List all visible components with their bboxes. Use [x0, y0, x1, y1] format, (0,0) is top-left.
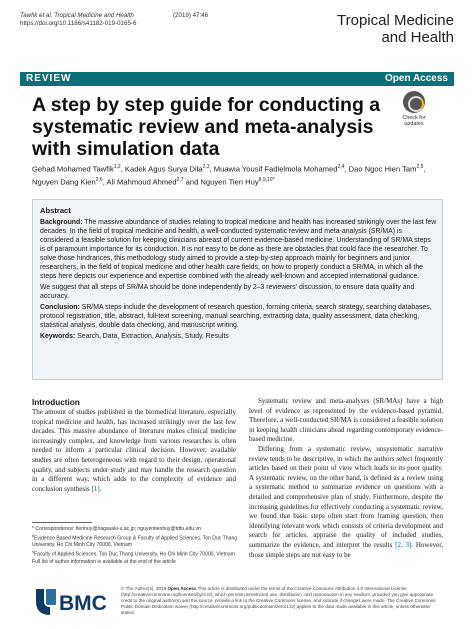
- introduction-section: [32, 397, 236, 494]
- open-access-label: Open Access: [385, 73, 448, 84]
- article-type-banner: [20, 72, 454, 86]
- journal-short-citation: Tawfik et al. Tropical Medicine and Health: [20, 12, 134, 19]
- author-list: Gehad Mohamed Tawfik$^{1,2}$, Kadek Agus Surya Dila$^{2,3}$, Muawia Yousif Fadlelmola Mohamed$^{2,4}$, Dao Ngoc Hien Tam$^{2,5}$, Nguyen Dang Kien$^{2,6}$, Ali Mahmoud Ahmed$^{2,7}$ and Nguyen Tien Huy$^{8,9,10*}$: [32, 164, 426, 187]
- citation-link[interactable]: [1]: [91, 484, 100, 493]
- affiliation-8: $^8$Evidence Based Medicine Research Group & Faculty of Applied Sciences, Ton Duc Thang University, Ho Chi Minh City 70000, Vietnam: [32, 533, 238, 549]
- citation-link[interactable]: [2, 3]: [395, 540, 412, 549]
- license-text: © The Author(s). 2019 Open Access This article is distributed under the terms of the Creative Commons Attribution 4.0 International License (http://creativecommons.org/licenses/by/4.0/), which permits unrestricted use, distribution, and reproduction in any medium, provided you give appropriate credit to the original author(s) and the source, provide a link to the Creative Commons license, and indicate if changes were made. The Creative Commons Public Domain Dedication waiver (http://creativecommons.org/publicdomain/zero/1.0/) applies to the data made available in this article, unless otherwise stated.: [121, 586, 436, 616]
- year-volume: (2019) 47:46: [173, 12, 209, 19]
- body-paragraph: Differing from a systematic review, unsystematic narrative review tends to be descriptive, in which the authors select frequently articles based on their point of view which leads to its poor quality. A systematic review, on the other hand, is defined as a review using a systematic method to summarize evidence on questions with a detailed and comprehensive plan of study. Furthermore, despite the increasing guidelines for effectively conducting a systematic review, we found that basic steps often start from framing question, then identifying relevant work which consists of criteria development and search for articles, appraise the quality of included studies, summarize the evidence, and interpret the results [2, 3]. However, those simple steps are not easy to be: [249, 444, 443, 559]
- open-access-note: Open Access: [167, 586, 197, 591]
- check-for-updates-icon: [403, 91, 425, 113]
- check-for-updates-badge[interactable]: [397, 91, 431, 127]
- affiliation-9: $^9$Faculty of Applied Sciences, Ton Duc Thang University, Ho Chi Minh City 70000, Vietnam: [32, 550, 235, 558]
- introduction-paragraph: The amount of studies published in the biomedical literature, especially tropical medicine and health, has increased strikingly over the last few decades. This massive abundance of literature makes clinical medicine increasingly complex, and knowledge from various researches is often needed to inform a particular clinical decision. However, available studies are often heterogeneous with regard to their design, operational quality, and subjects under study and may handle the research question in a different way, which adds to the complexity of evidence and conclusion synthesis [1].: [32, 408, 236, 493]
- check-for-updates-text: Check for updates: [402, 115, 426, 127]
- doi-link[interactable]: https://doi.org/10.1186/s41182-019-0165-6: [20, 20, 137, 27]
- abstract-keywords: Keywords: Search, Data, Extraction, Analysis, Study, Results: [40, 333, 229, 340]
- page-header: [20, 8, 454, 66]
- bmc-logo: [34, 585, 110, 617]
- bmc-logo-mark: [36, 589, 56, 615]
- article-title: A step by step guide for conducting a systematic review and meta-analysis with simulation data: [32, 94, 381, 160]
- review-label: REVIEW: [26, 73, 72, 84]
- journal-name-line2: and Health: [381, 29, 454, 46]
- abstract-background: Background: The massive abundance of studies relating to tropical medicine and health has increased strikingly over the last few decades. In the field of tropical medicine and health, a well-conducted systematic review and meta-analysis (SR/MA) is considered a feasible solution for keeping clinicians abreast of current evidence-based medicine. Understanding of SR/MA steps is of paramount importance for its conduction. It is not easy to be done as there are obstacles that could face the researcher. To solve those hindrances, this methodology study aimed to provide a step-by-step approach mainly for beginners and junior researchers, in the field of tropical medicine and other health care fields, on how to properly conduct a SR/MA, in which all the steps here depicts our experience and expertise combined with the already well-known and accepted international guidance.: [40, 219, 437, 280]
- full-author-info-note: Full list of author information is available at the end of the article: [32, 558, 176, 565]
- abstract-heading: Abstract: [40, 206, 71, 215]
- correspondence-note: * Correspondence: tienhuy@nagasaki-u.ac.jp; nguyentienhuy@tdtu.edu.vn: [32, 526, 201, 532]
- body-paragraph: Systematic review and meta-analyses (SR/MAs) have a high level of evidence as represented by the evidence-based pyramid. Therefore, a well-conducted SR/MA is considered a feasible solution in keeping health clinicians ahead regarding contemporary evidence-based medicine.: [249, 397, 443, 444]
- abstract-conclusion: Conclusion: SR/MA steps include the development of research question, forming criteria, search strategy, searching databases, protocol registration, title, abstract, full-text screening, manual searching, extracting data, quality assessment, data checking, statistical analysis, double data checking, and manuscript writing.: [40, 304, 432, 329]
- footnote-divider: [32, 522, 92, 523]
- introduction-heading: Introduction: [32, 398, 80, 407]
- journal-name-line1: Tropical Medicine: [337, 12, 454, 29]
- bmc-wordmark: BMC: [59, 592, 107, 615]
- citation-line: [20, 12, 209, 19]
- abstract-box: [32, 199, 443, 380]
- footnotes: [32, 526, 242, 565]
- abstract-background-2: We suggest that all steps of SR/MA should be done independently by 2–3 reviewers' discussion, to ensure data quality and accuracy.: [40, 284, 415, 300]
- journal-name: [337, 12, 454, 46]
- right-column-text: [249, 397, 443, 560]
